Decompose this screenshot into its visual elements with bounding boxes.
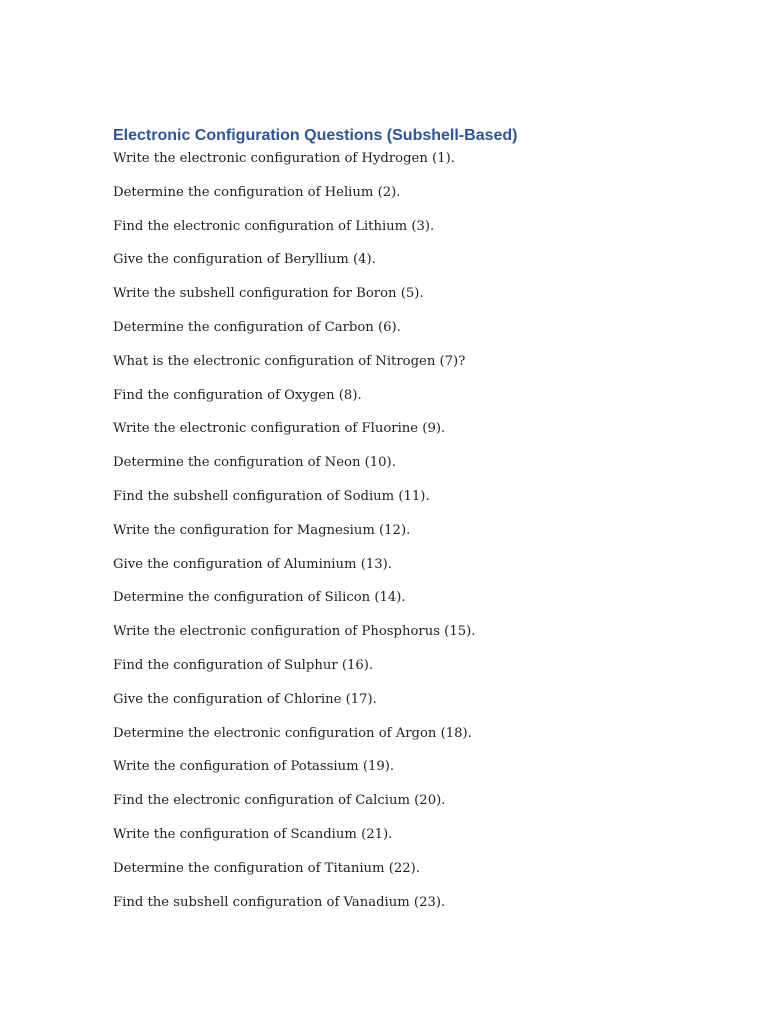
- question-item: Find the subshell configuration of Vanadium (23).: [113, 894, 446, 910]
- question-item: Write the configuration for Magnesium (12).: [113, 522, 411, 538]
- question-item: Give the configuration of Chlorine (17).: [113, 691, 377, 707]
- question-item: Write the electronic configuration of Phosphorus (15).: [113, 624, 476, 640]
- document-body: [113, 124, 713, 925]
- question-list: [113, 148, 713, 925]
- question-item: Find the subshell configuration of Sodium (11).: [113, 488, 430, 504]
- question-item: Write the subshell configuration for Boron (5).: [113, 286, 424, 302]
- question-item: Find the electronic configuration of Calcium (20).: [113, 793, 446, 809]
- question-item: Write the electronic configuration of Hydrogen (1).: [113, 151, 455, 166]
- question-item: Write the electronic configuration of Fluorine (9).: [113, 421, 446, 437]
- question-item: Determine the electronic configuration of Argon (18).: [113, 725, 472, 741]
- question-item: Find the electronic configuration of Lithium (3).: [113, 218, 435, 234]
- question-item: What is the electronic configuration of Nitrogen (7)?: [113, 353, 466, 369]
- document-heading: Electronic Configuration Questions (Subshell-Based): [113, 127, 518, 144]
- question-item: Give the configuration of Aluminium (13).: [113, 556, 392, 572]
- question-item: Determine the configuration of Titanium (22).: [113, 860, 420, 876]
- question-item: Write the configuration of Potassium (19).: [113, 759, 395, 775]
- question-item: Give the configuration of Beryllium (4).: [113, 252, 376, 268]
- question-item: Determine the configuration of Neon (10).: [113, 455, 396, 471]
- question-item: Write the configuration of Scandium (21).: [113, 826, 393, 842]
- question-item: Determine the configuration of Carbon (6).: [113, 319, 401, 335]
- question-item: Find the configuration of Oxygen (8).: [113, 387, 362, 403]
- question-item: Determine the configuration of Helium (2).: [113, 184, 401, 200]
- question-item: Determine the configuration of Silicon (14).: [113, 590, 406, 606]
- question-item: Find the configuration of Sulphur (16).: [113, 657, 374, 673]
